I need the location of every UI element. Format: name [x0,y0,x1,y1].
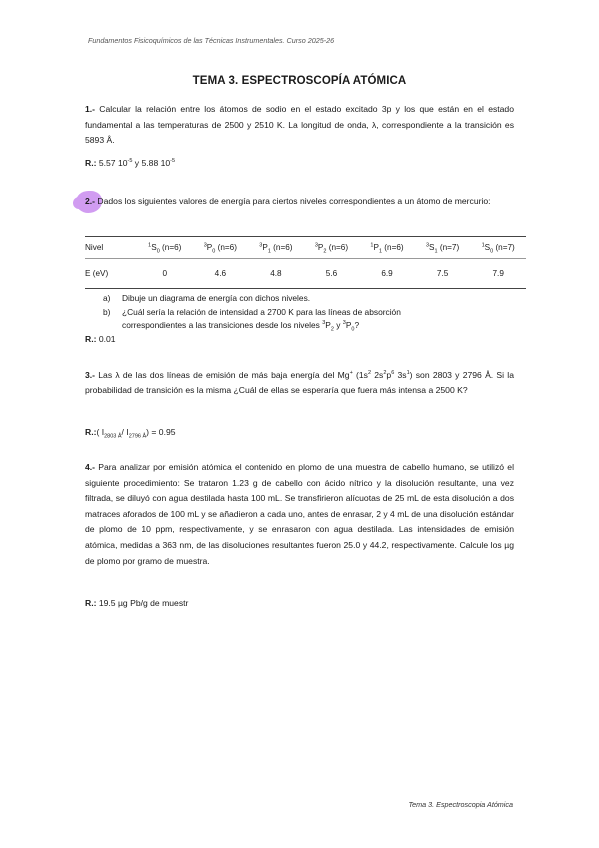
level-cell: $^3S_1$ (n=7) [415,237,471,259]
question-2-subitems [103,292,463,333]
row-label-energy: E (eV) [85,259,137,289]
answer-1-value-a: 5.57 10 [96,158,128,168]
list-item-text: ¿Cuál sería la relación de intensidad a 2700 K para las líneas de absorción correspondientes a las transiciones desde los niveles [122,306,401,330]
answer-1-value-b: y 5.88 10 [132,158,171,168]
question-1-text: Calcular la relación entre los átomos de sodio en el estado excitado 3p y los que están en el estado fundamental a las temperaturas de 2500 y 2510 K. La longitud de onda, λ, correspondiente a la transición es 5893 Å. [85,104,514,146]
answer-1-exp-b: -5 [170,158,176,165]
list-item-text: Dibuje un diagrama de energía con dichos niveles. [122,293,311,303]
list-item: b) ¿Cuál sería la relación de intensidad a 2700 K para las líneas de absorción correspondientes a las transiciones desde los niveles $^3P_2$ y $^3P_0$? [103,306,401,333]
level-cell: $^3P_2$ (n=6) [304,237,360,259]
answer-3: R.:( $I_{2803 Å}/$ $I_{2796 Å}) = 0.95$ [85,427,176,440]
table-row-levels [85,237,526,259]
level-cell: $^1S_0$ (n=6) [137,237,193,259]
question-4-text: Para analizar por emisión atómica el contenido en plomo de una muestra de cabello humano, se utilizó el siguiente procedimiento: Se trataron 1.23 g de cabello con ácido nítrico y la disolución resultante, una vez filtrada, se diluyó con agua destilada hasta 100 mL. Se transfirieron alícuotas de 25 mL de esta disolución a dos matraces aforados de 100 mL y se añadieron a cada uno, antes de enrasar, 2 y 4 mL de una disolución estándar de plomo de 10 ppm, respectivamente, y se enrasaron con agua destilada. Las intensidades de emisión atómica, medidas a 363 nm, de las disoluciones resultantes fueron 25.0 y 44.2, respectivamente. Calcule los µg de plomo por gramo de muestra. [85,462,514,566]
row-label-nivel: Nivel [85,237,137,259]
question-2 [85,194,514,210]
answer-2 [85,334,116,344]
question-4 [85,460,514,569]
level-cell: $^1P_1$ (n=6) [359,237,415,259]
energy-cell: 0 [137,259,193,289]
energy-cell: 4.6 [193,259,249,289]
list-item [103,292,463,306]
answer-4 [85,598,188,608]
question-3-number: 3.- [85,370,96,380]
answer-2-label: R.: [85,334,97,344]
energy-cell: 7.5 [415,259,471,289]
question-3-text-a: Las λ de las dos líneas de emisión de más baja energía del Mg [95,370,350,380]
energy-cell: 7.9 [470,259,526,289]
table-row-energies [85,259,526,289]
energy-cell: 5.6 [304,259,360,289]
list-item-label: b) [103,306,111,317]
level-cell: $^3P_0$ (n=6) [193,237,249,259]
energy-levels-table [85,236,526,289]
level-cell: $^1S_0$ (n=7) [470,237,526,259]
answer-1-label: R.: [85,158,97,168]
level-cell: $^3P_1$ (n=6) [248,237,304,259]
question-4-number: 4.- [85,462,96,472]
answer-2-value: 0.01 [96,334,116,344]
answer-4-value: 19.5 µg Pb/g de muestr [96,598,189,608]
answer-1 [85,158,175,168]
question-2-number: 2.- [85,196,96,206]
list-item-label: a) [103,293,111,303]
page-header: Fundamentos Fisicoquímicos de las Técnicas Instrumentales. Curso 2025-26 [88,36,335,45]
energy-cell: 6.9 [359,259,415,289]
page-footer: Tema 3. Espectroscopia Atómica [408,800,513,809]
question-3-text-b: ) son 2803 y 2796 Å. Si la probabilidad de transición es la misma ¿Cuál de ellas se esperaría que fuera más intensa a 2500 K? [85,370,514,396]
answer-1-exp-a: -5 [127,158,133,165]
answer-4-label: R.: [85,598,97,608]
answer-3-label: R.: [85,427,97,437]
question-1-number: 1.- [85,104,96,114]
question-1 [85,102,514,149]
energy-cell: 4.8 [248,259,304,289]
question-3: 3.- Las λ de las dos líneas de emisión de más baja energía del Mg+ ($1s^2$ $2s^2p^6$ $3s^1$) son 2803 y 2796 Å. Si la probabilidad de transición es la misma ¿Cuál de ellas se esperaría que fuera más intensa a 2500 K? [85,370,514,396]
page-title: TEMA 3. ESPECTROSCOPÍA ATÓMICA [192,75,407,87]
question-2-text: Dados los siguientes valores de energía para ciertos niveles correspondientes a un átomo de mercurio: [95,196,491,206]
